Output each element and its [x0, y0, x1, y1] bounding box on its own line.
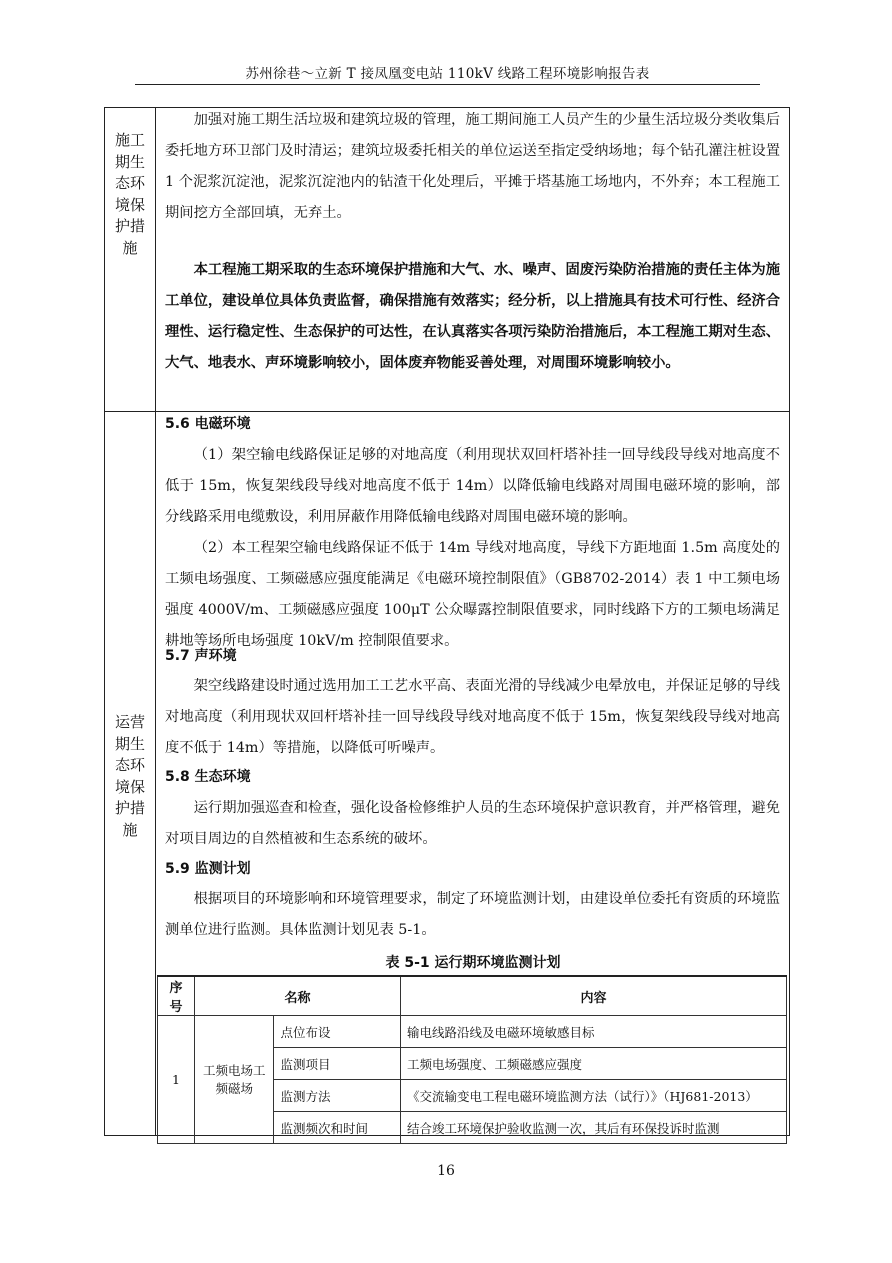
paragraph-5-6-a — [165, 440, 780, 533]
header-rule — [135, 84, 760, 85]
paragraph-5-7 — [165, 671, 780, 764]
heading-5-8: 5.8 生态环境 — [165, 769, 251, 785]
construction-paragraph-1 — [165, 105, 780, 229]
cell-item: 点位布设 — [274, 1016, 401, 1048]
table-row — [158, 1016, 787, 1048]
paragraph-text: 运行期加强巡查和检查，强化设备检修维护人员的生态环境保护意识教育，并严格管理，避免对项目周边的自然植被和生态系统的破坏。 — [165, 800, 780, 847]
side-label-line: 施工 — [114, 131, 145, 149]
paragraph-text: （1）架空输电线路保证足够的对地高度（利用现状双回杆塔补挂一回导线段导线对地高度不低于 15m，恢复架线段导线对地高度不低于 14m）以降低输电线路对周围电磁环境的影响，部分线路采用电缆敷设，利用屏蔽作用降低输电线路对周围电磁环境的影响。 — [165, 447, 780, 525]
side-label-line: 施 — [122, 238, 138, 257]
construction-paragraph-2 — [165, 255, 780, 379]
cell-name: 工频电场工频磁场 — [195, 1016, 274, 1144]
cell-item: 监测方法 — [274, 1080, 401, 1112]
heading-5-6: 5.6 电磁环境 — [165, 416, 251, 432]
header-name: 名称 — [195, 976, 401, 1016]
cell-seq: 1 — [158, 1016, 195, 1144]
monitoring-plan-table — [157, 975, 787, 1144]
side-label-line: 态环 — [114, 756, 145, 774]
cell-item: 监测项目 — [274, 1048, 401, 1080]
cell-content: 结合竣工环境保护验收监测一次，其后有环保投诉时监测 — [401, 1112, 787, 1144]
paragraph-text: 架空线路建设时通过选用加工工艺水平高、表面光滑的导线减少电晕放电，并保证足够的导线对地高度（利用现状双回杆塔补挂一回导线段导线对地高度不低于 15m，恢复架线段导线对地高度不低于 14m）等措施，以降低可听噪声。 — [165, 678, 780, 756]
side-label-line: 运营 — [114, 713, 145, 731]
side-label-line: 态环 — [114, 174, 145, 192]
cell-content: 输电线路沿线及电磁环境敏感目标 — [401, 1016, 787, 1048]
document-header: 苏州徐巷～立新 T 接凤凰变电站 110kV 线路工程环境影响报告表 — [245, 66, 650, 82]
column-separator — [155, 107, 156, 1136]
cell-item: 监测频次和时间 — [274, 1112, 401, 1144]
heading-5-9: 5.9 监测计划 — [165, 861, 251, 877]
side-label-line: 期生 — [114, 152, 145, 171]
paragraph-5-9 — [165, 884, 780, 946]
table-header-row — [158, 976, 787, 1016]
header-seq: 序号 — [158, 976, 195, 1016]
paragraph-text: （2）本工程架空输电线路保证不低于 14m 导线对地高度，导线下方距地面 1.5m 高度处的工频电场强度、工频磁感应强度能满足《电磁环境控制限值》（GB8702-2014）表 1 中工频电场强度 4000V/m、工频磁感应强度 100μT 公众曝露控制限值要求，同时线路下方的工频电场满足耕地等场所电场强度 10kV/m 控制限值要求。 — [165, 540, 780, 649]
cell-content: 工频电场强度、工频磁感应强度 — [401, 1048, 787, 1080]
side-label-line: 护措 — [114, 217, 145, 235]
paragraph-text: 加强对施工期生活垃圾和建筑垃圾的管理，施工期间施工人员产生的少量生活垃圾分类收集后委托地方环卫部门及时清运；建筑垃圾委托相关的单位运送至指定受纳场地；每个钻孔灌注桩设置 1 个泥浆沉淀池，泥浆沉淀池内的钻渣干化处理后，平摊于塔基施工场地内，不外弃；本工程施工期间挖方全部回填，无弃土。 — [165, 112, 780, 221]
side-label-operation — [105, 712, 155, 841]
side-label-line: 施 — [122, 820, 138, 839]
side-label-line: 境保 — [114, 777, 145, 796]
cell-content: 《交流输变电工程电磁环境监测方法（试行）》（HJ681-2013） — [401, 1080, 787, 1112]
header-content: 内容 — [401, 976, 787, 1016]
page-number: 16 — [437, 1163, 455, 1179]
side-label-line: 境保 — [114, 195, 145, 214]
paragraph-text: 根据项目的环境影响和环境管理要求，制定了环境监测计划，由建设单位委托有资质的环境监测单位进行监测。具体监测计划见表 5-1。 — [165, 891, 780, 938]
side-label-construction — [105, 130, 155, 259]
side-label-line: 期生 — [114, 734, 145, 753]
side-label-line: 护措 — [114, 799, 145, 817]
paragraph-5-8 — [165, 793, 780, 855]
paragraph-5-6-b — [165, 533, 780, 657]
paragraph-text: 本工程施工期采取的生态环境保护措施和大气、水、噪声、固废污染防治措施的责任主体为施工单位，建设单位具体负责监督，确保措施有效落实；经分析，以上措施具有技术可行性、经济合理性、运行稳定性、生态保护的可达性，在认真落实各项污染防治措施后，本工程施工期对生态、大气、地表水、声环境影响较小，固体废弃物能妥善处理，对周围环境影响较小。 — [165, 262, 780, 371]
table-caption: 表 5-1 运行期环境监测计划 — [385, 955, 561, 971]
heading-5-7: 5.7 声环境 — [165, 648, 237, 664]
